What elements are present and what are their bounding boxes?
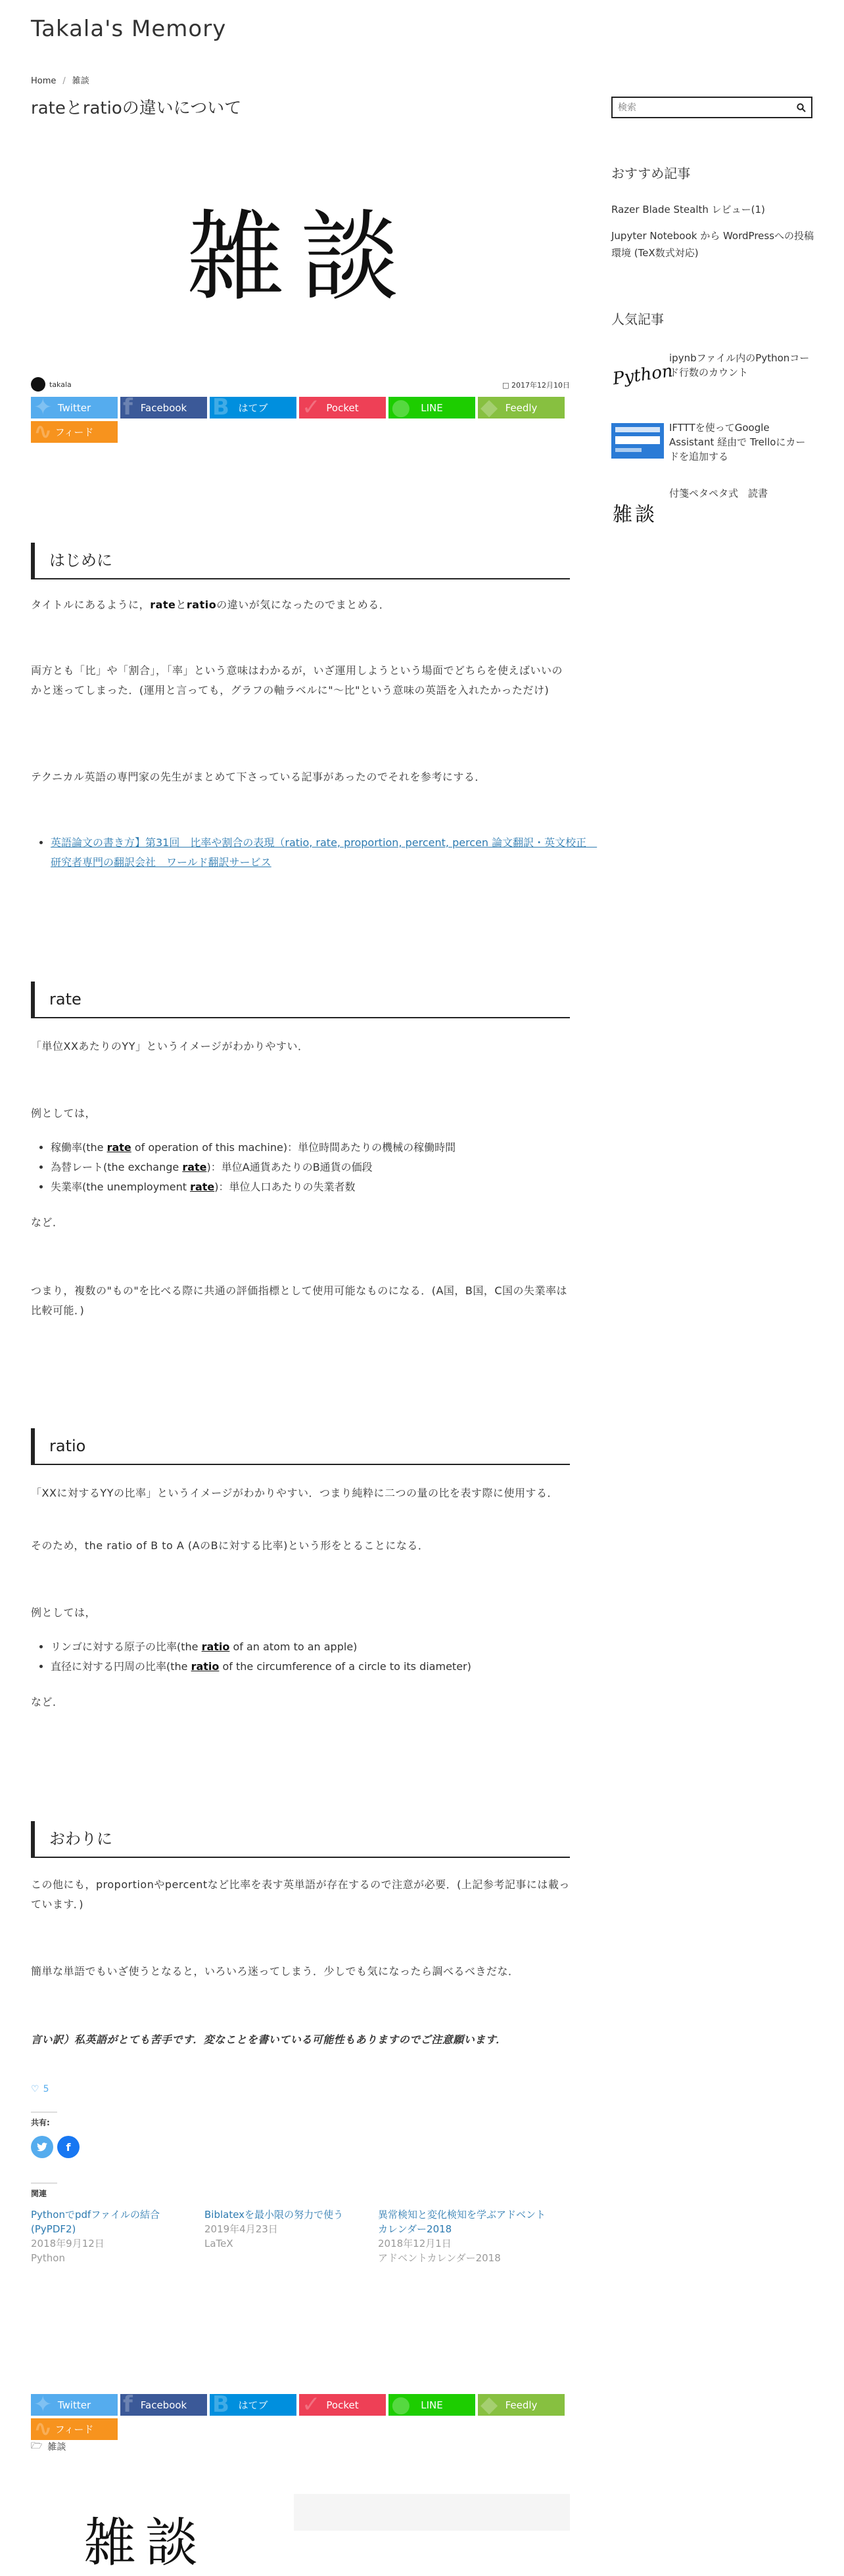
- share-label: フィード: [55, 426, 94, 438]
- share-bar-top: [31, 394, 570, 445]
- popular-post-thumbnail: [611, 486, 664, 539]
- pocket-icon: ✓: [302, 394, 321, 420]
- list-item: [51, 833, 598, 872]
- share-pocket-button[interactable]: [299, 394, 386, 420]
- feedly-icon: ◆: [481, 2391, 498, 2418]
- calendar-icon: □: [502, 381, 509, 390]
- list-item: • リンゴに対する原子の比率(the ratio of an atom to an apple): [51, 1637, 590, 1657]
- share-label: Pocket: [326, 2399, 359, 2411]
- category-link[interactable]: 雑談: [47, 2442, 66, 2452]
- share-twitter-button[interactable]: [31, 2391, 118, 2418]
- related-post-date: 2018年9月12日: [31, 2238, 105, 2249]
- site-title[interactable]: Takala's Memory: [31, 16, 227, 42]
- share-facebook-button[interactable]: [120, 394, 207, 420]
- avatar: [31, 377, 45, 392]
- share-hatena-button[interactable]: [210, 2391, 296, 2418]
- share-label: Facebook: [140, 401, 187, 414]
- twitter-icon: [37, 2142, 47, 2152]
- share-label: LINE: [421, 2399, 443, 2411]
- share-label: Feedly: [505, 401, 538, 414]
- popular-post[interactable]: [611, 486, 815, 539]
- intro-paragraph-3: テクニカル英語の専門家の先生がまとめて下さっている記事があったのでそれを参考にする．: [31, 771, 486, 783]
- intro-paragraph-2: 両方とも「比」や「割合」，「率」という意味はわかるが，いざ運用しようという場面でどちらを使えばいいのかと迷ってしまった．(運用と言っても，グラフの軸ラベルに"〜比"という意味の英語を入れたかっただけ): [31, 664, 563, 696]
- related-post-category: アドベントカレンダー2018: [378, 2252, 501, 2264]
- share-label: Feedly: [505, 2399, 538, 2411]
- conclusion-paragraph-1: この他にも，proportionやpercentなど比率を表す英単語が存在するので注意が必要．(上記参考記事には載っています．): [31, 1878, 570, 1910]
- post-date: [502, 380, 570, 390]
- popular-post-title[interactable]: ipynbファイル内のPythonコード行数のカウント: [669, 352, 810, 378]
- line-icon: ●: [391, 394, 411, 420]
- post-author[interactable]: [31, 377, 72, 392]
- intro-paragraph-1: タイトルにあるように，rateとratioの違いが気になったのでまとめる．: [31, 599, 390, 611]
- share-facebook-circle-button[interactable]: [57, 2136, 80, 2158]
- share-label: Facebook: [140, 2399, 187, 2411]
- share-pocket-button[interactable]: [299, 2391, 386, 2418]
- related-label: 関連: [31, 2189, 47, 2198]
- popular-post-title[interactable]: IFTTTを使ってGoogle Assistant 経由で Trelloにカードを追加する: [669, 422, 806, 463]
- breadcrumb: [31, 74, 89, 86]
- author-name: takala: [49, 380, 72, 389]
- heart-icon: ♡: [31, 2084, 39, 2094]
- share-line-button[interactable]: [388, 394, 475, 420]
- folder-icon: 🗁: [31, 2441, 43, 2451]
- twitter-icon: ✦: [34, 394, 53, 420]
- search-input[interactable]: [613, 98, 791, 118]
- thumbnail-text: 雑談: [83, 2512, 207, 2573]
- heading-rate: rate: [31, 982, 570, 1018]
- related-post[interactable]: [204, 2207, 375, 2251]
- rss-icon: ∿: [34, 2416, 53, 2442]
- list-item: • 直径に対する円周の比率(the ratio of the circumference of a circle to its diameter): [51, 1657, 590, 1677]
- share-feed-button[interactable]: [31, 2418, 118, 2440]
- line-icon: ●: [391, 2391, 411, 2418]
- related-post-date: 2019年4月23日: [204, 2223, 278, 2235]
- list-item: • 為替レート(the exchange rate)：単位A通貨あたりのB通貨の価段: [51, 1158, 590, 1177]
- hatena-icon: B: [212, 394, 229, 420]
- popular-post[interactable]: [611, 351, 815, 403]
- ratio-paragraph-2: そのため，the ratio of B to A (AのBに対する比率)という形をとることになる．: [31, 1539, 429, 1552]
- related-post[interactable]: [31, 2207, 202, 2265]
- share-line-button[interactable]: [388, 2391, 475, 2418]
- rate-paragraph-1: 「単位XXあたりのYY」というイメージがわかりやすい．: [31, 1040, 309, 1052]
- rate-example-list: [31, 1138, 590, 1197]
- popular-post-thumbnail: [611, 351, 674, 403]
- ratio-paragraph-4: など．: [31, 1696, 64, 1708]
- share-feedly-button[interactable]: [478, 394, 565, 420]
- hatena-icon: B: [212, 2391, 229, 2418]
- list-item: • 稼働率(the rate of operation of this machine)：単位時間あたりの機械の稼働時間: [51, 1138, 590, 1158]
- conclusion-paragraph-2: 簡単な単語でもいざ使うとなると，いろいろ迷ってしまう．少しでも気になったら調べるべきだな．: [31, 1965, 519, 1977]
- share-facebook-button[interactable]: [120, 2391, 207, 2418]
- share-label: はてブ: [238, 2399, 268, 2411]
- reference-link[interactable]: 英語論文の書き方】第31回 比率や割合の表現（ratio, rate, proportion, percent, percen 論文翻訳・英文校正 研究者専門の翻訳会社 ワールド翻訳サービス: [51, 836, 598, 869]
- recommended-link[interactable]: Razer Blade Stealth レビュー(1): [611, 204, 765, 215]
- popular-post-title[interactable]: 付箋ペタペタ式 読書: [669, 487, 768, 499]
- twitter-icon: ✦: [34, 2391, 53, 2418]
- intro-reference-list: [31, 833, 598, 872]
- related-post-category: LaTeX: [204, 2238, 233, 2249]
- breadcrumb-separator: /: [62, 76, 66, 86]
- next-post-thumbnail: [31, 2494, 294, 2573]
- like-count: 5: [43, 2084, 49, 2094]
- thumbnail-text: Python: [611, 361, 674, 390]
- ratio-paragraph-1: 「XXに対するYYの比率」というイメージがわかりやすい．つまり純粋に二つの量の比を表す際に使用する．: [31, 1487, 558, 1499]
- post-category: [31, 2439, 66, 2454]
- rate-paragraph-3: など．: [31, 1216, 64, 1229]
- search-icon: [797, 103, 806, 112]
- share-label: LINE: [421, 401, 443, 414]
- related-post-title[interactable]: Biblatexを最小限の努力で使う: [204, 2209, 344, 2221]
- rate-paragraph-2: 例としては，: [31, 1107, 97, 1119]
- recommended-heading: おすすめ記事: [611, 166, 691, 181]
- breadcrumb-home[interactable]: Home: [31, 76, 57, 86]
- popular-post[interactable]: [611, 420, 815, 473]
- date-text: 2017年12月10日: [511, 381, 570, 390]
- search-box: [611, 97, 812, 118]
- search-button[interactable]: [791, 99, 811, 117]
- rss-icon: ∿: [34, 418, 53, 445]
- ratio-paragraph-3: 例としては，: [31, 1606, 97, 1619]
- heading-conclusion: おわりに: [31, 1821, 570, 1858]
- related-post-date: 2018年12月1日: [378, 2238, 452, 2249]
- share-feed-button[interactable]: [31, 418, 118, 445]
- share-label: はてブ: [238, 402, 268, 414]
- breadcrumb-current[interactable]: 雑談: [72, 76, 89, 86]
- share-bar-bottom: [31, 2391, 570, 2442]
- next-post-preview[interactable]: [31, 2494, 570, 2573]
- share-feedly-button[interactable]: [478, 2391, 565, 2418]
- related-post-title[interactable]: 異常検知と変化検知を学ぶアドベントカレンダー2018: [378, 2209, 546, 2235]
- popular-post-thumbnail: [611, 420, 664, 473]
- share-label: Twitter: [57, 401, 91, 414]
- share-label: フィード: [55, 2424, 94, 2435]
- like-counter[interactable]: [31, 2084, 49, 2094]
- rate-paragraph-4: つまり，複数の"もの"を比べる際に共通の評価指標として使用可能なものになる．(A国，B国，C国の失業率は比較可能．): [31, 1284, 568, 1317]
- facebook-icon: f: [66, 2140, 71, 2154]
- share-section-label: 共有:: [31, 2118, 50, 2127]
- list-item: • 失業率(the unemployment rate)：単位人口あたりの失業者数: [51, 1177, 590, 1197]
- facebook-icon: f: [123, 394, 133, 420]
- post-meta: [31, 377, 570, 393]
- thumbnail-text: 雑談: [613, 503, 657, 526]
- heading-ratio: ratio: [31, 1428, 570, 1465]
- related-post-category: Python: [31, 2252, 65, 2264]
- share-twitter-button[interactable]: [31, 394, 118, 420]
- conclusion-disclaimer: 言い訳）私英語がとても苦手です．変なことを書いている可能性もありますのでご注意願います．: [31, 2033, 507, 2046]
- post-eyecatch-image: [31, 145, 570, 342]
- ratio-example-list: [31, 1637, 590, 1677]
- related-post-title[interactable]: Pythonでpdfファイルの結合(PyPDF2): [31, 2209, 160, 2235]
- share-label: Pocket: [326, 401, 359, 414]
- facebook-icon: f: [123, 2391, 133, 2418]
- thumbnail-image: [611, 423, 664, 459]
- share-hatena-button[interactable]: [210, 394, 296, 420]
- share-twitter-circle-button[interactable]: [31, 2136, 53, 2158]
- eyecatch-text: 雑談: [185, 200, 415, 315]
- popular-heading: 人気記事: [611, 311, 664, 327]
- page-title: rateとratioの違いについて: [31, 99, 242, 118]
- related-posts: [31, 2207, 570, 2267]
- share-label: Twitter: [57, 2399, 91, 2411]
- heading-intro: はじめに: [31, 543, 570, 579]
- related-post[interactable]: [378, 2207, 549, 2265]
- recommended-link[interactable]: Jupyter Notebook から WordPressへの投稿環境 (TeX数式対応): [611, 230, 814, 259]
- feedly-icon: ◆: [481, 394, 498, 420]
- pocket-icon: ✓: [302, 2391, 321, 2418]
